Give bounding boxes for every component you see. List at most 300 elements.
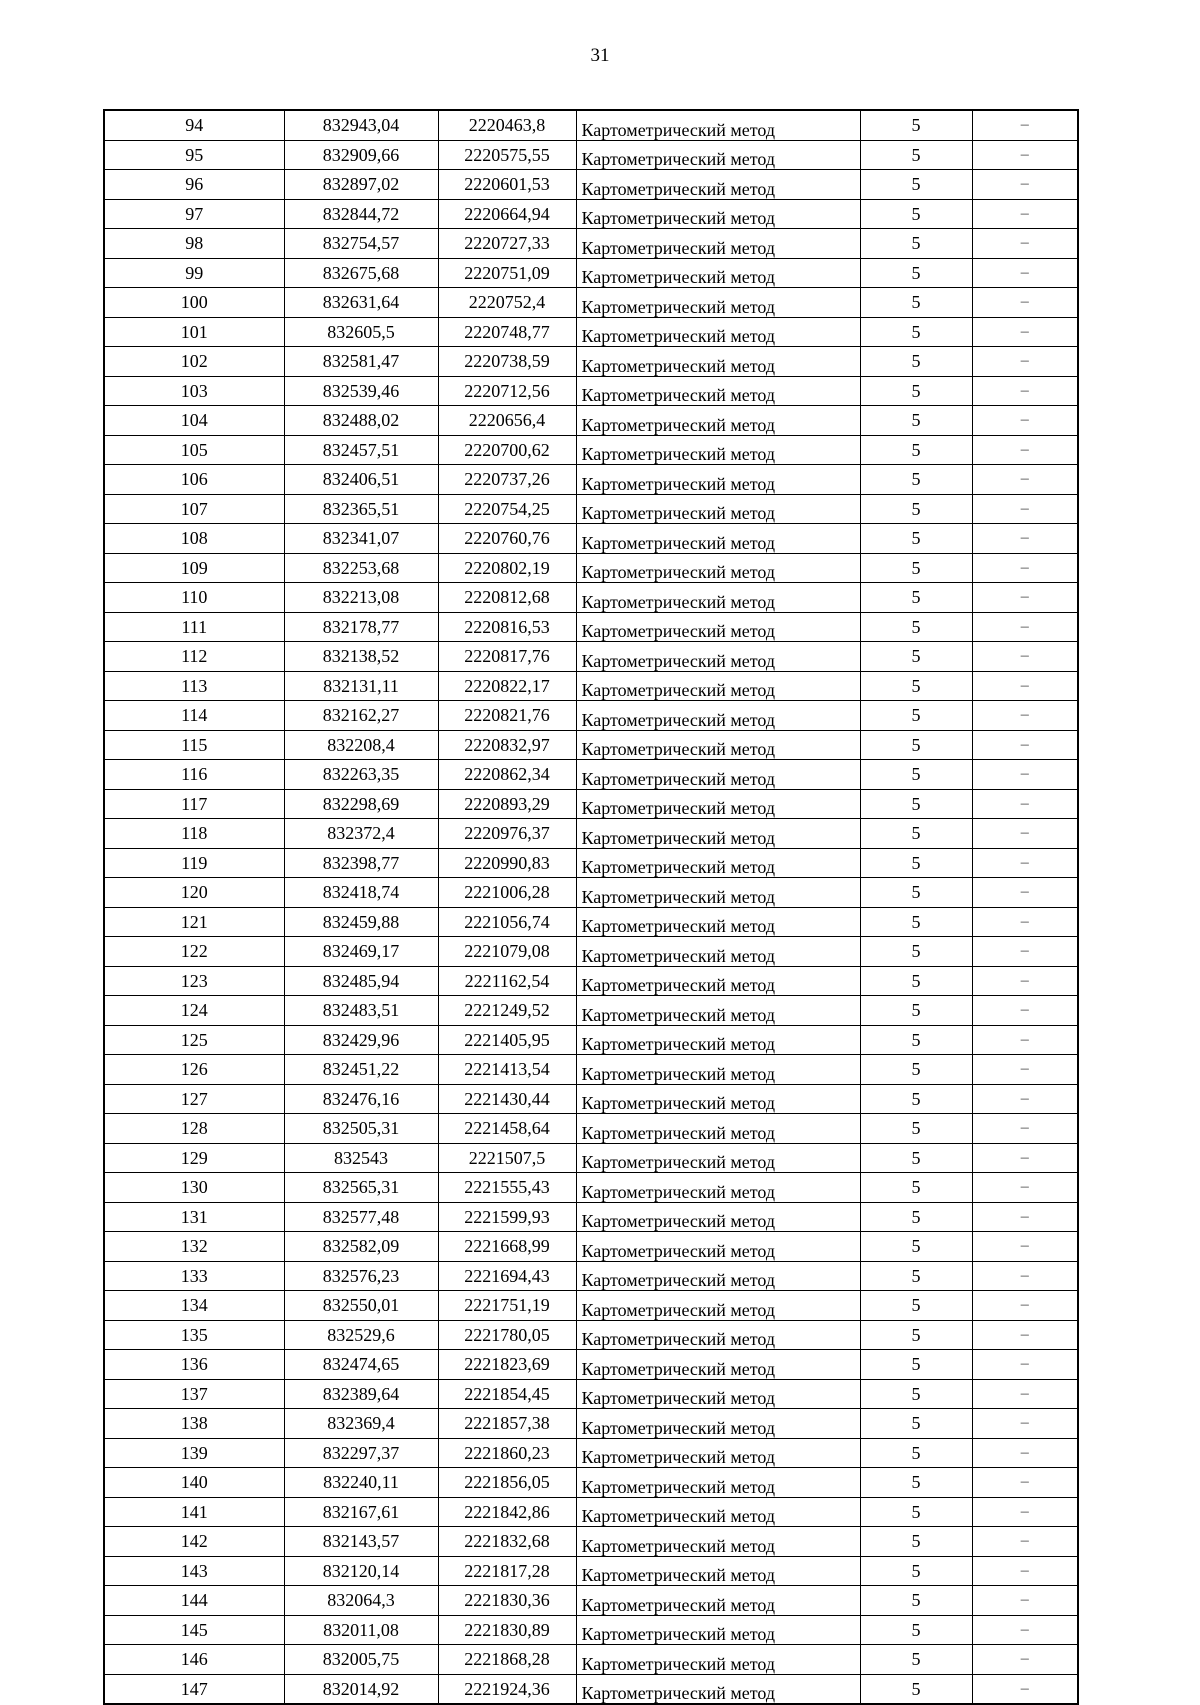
- method-cell: Картометрический метод: [576, 1615, 860, 1645]
- x-coordinate-cell: 832167,61: [284, 1497, 438, 1527]
- point-number-cell: 141: [104, 1497, 284, 1527]
- point-number-cell: 95: [104, 140, 284, 170]
- accuracy-cell: 5: [860, 1291, 972, 1321]
- note-cell: –: [972, 524, 1078, 554]
- point-number-cell: 126: [104, 1055, 284, 1085]
- accuracy-cell: 5: [860, 907, 972, 937]
- x-coordinate-cell: 832014,92: [284, 1674, 438, 1704]
- accuracy-cell: 5: [860, 1084, 972, 1114]
- x-coordinate-cell: 832483,51: [284, 996, 438, 1026]
- y-coordinate-cell: 2221854,45: [438, 1379, 576, 1409]
- note-cell: –: [972, 1438, 1078, 1468]
- table-row: [104, 406, 1078, 436]
- table-row: [104, 1084, 1078, 1114]
- note-cell: –: [972, 288, 1078, 318]
- table-row: [104, 1320, 1078, 1350]
- table-row: [104, 1202, 1078, 1232]
- method-cell: Картометрический метод: [576, 1556, 860, 1586]
- method-cell: Картометрический метод: [576, 553, 860, 583]
- accuracy-cell: 5: [860, 1143, 972, 1173]
- x-coordinate-cell: 832120,14: [284, 1556, 438, 1586]
- accuracy-cell: 5: [860, 1586, 972, 1616]
- point-number-cell: 139: [104, 1438, 284, 1468]
- method-cell: Картометрический метод: [576, 1291, 860, 1321]
- accuracy-cell: 5: [860, 465, 972, 495]
- accuracy-cell: 5: [860, 170, 972, 200]
- method-cell: Картометрический метод: [576, 612, 860, 642]
- x-coordinate-cell: 832543: [284, 1143, 438, 1173]
- accuracy-cell: 5: [860, 258, 972, 288]
- note-cell: –: [972, 494, 1078, 524]
- method-cell: Картометрический метод: [576, 701, 860, 731]
- table-row: [104, 789, 1078, 819]
- accuracy-cell: 5: [860, 1173, 972, 1203]
- point-number-cell: 123: [104, 966, 284, 996]
- table-row: [104, 612, 1078, 642]
- note-cell: –: [972, 583, 1078, 613]
- method-cell: Картометрический метод: [576, 1261, 860, 1291]
- x-coordinate-cell: 832539,46: [284, 376, 438, 406]
- table-row: [104, 760, 1078, 790]
- accuracy-cell: 5: [860, 1497, 972, 1527]
- note-cell: –: [972, 170, 1078, 200]
- x-coordinate-cell: 832298,69: [284, 789, 438, 819]
- table-row: [104, 1055, 1078, 1085]
- note-cell: –: [972, 642, 1078, 672]
- table-row: [104, 258, 1078, 288]
- accuracy-cell: 5: [860, 140, 972, 170]
- x-coordinate-cell: 832576,23: [284, 1261, 438, 1291]
- point-number-cell: 143: [104, 1556, 284, 1586]
- y-coordinate-cell: 2220862,34: [438, 760, 576, 790]
- y-coordinate-cell: 2220821,76: [438, 701, 576, 731]
- x-coordinate-cell: 832485,94: [284, 966, 438, 996]
- method-cell: Картометрический метод: [576, 642, 860, 672]
- x-coordinate-cell: 832138,52: [284, 642, 438, 672]
- x-coordinate-cell: 832005,75: [284, 1645, 438, 1675]
- table-row: [104, 1409, 1078, 1439]
- x-coordinate-cell: 832488,02: [284, 406, 438, 436]
- table-row: [104, 524, 1078, 554]
- method-cell: Картометрический метод: [576, 1586, 860, 1616]
- table-row: [104, 1379, 1078, 1409]
- method-cell: Картометрический метод: [576, 288, 860, 318]
- point-number-cell: 127: [104, 1084, 284, 1114]
- point-number-cell: 135: [104, 1320, 284, 1350]
- y-coordinate-cell: 2221830,36: [438, 1586, 576, 1616]
- note-cell: –: [972, 1409, 1078, 1439]
- method-cell: Картометрический метод: [576, 1202, 860, 1232]
- x-coordinate-cell: 832943,04: [284, 110, 438, 140]
- accuracy-cell: 5: [860, 376, 972, 406]
- method-cell: Картометрический метод: [576, 494, 860, 524]
- table-row: [104, 1261, 1078, 1291]
- note-cell: –: [972, 612, 1078, 642]
- y-coordinate-cell: 2221694,43: [438, 1261, 576, 1291]
- y-coordinate-cell: 2220816,53: [438, 612, 576, 642]
- y-coordinate-cell: 2221599,93: [438, 1202, 576, 1232]
- table-row: [104, 553, 1078, 583]
- method-cell: Картометрический метод: [576, 878, 860, 908]
- point-number-cell: 115: [104, 730, 284, 760]
- note-cell: –: [972, 317, 1078, 347]
- x-coordinate-cell: 832162,27: [284, 701, 438, 731]
- point-number-cell: 136: [104, 1350, 284, 1380]
- point-number-cell: 103: [104, 376, 284, 406]
- accuracy-cell: 5: [860, 671, 972, 701]
- method-cell: Картометрический метод: [576, 1084, 860, 1114]
- x-coordinate-cell: 832582,09: [284, 1232, 438, 1262]
- table-row: [104, 1438, 1078, 1468]
- note-cell: –: [972, 1084, 1078, 1114]
- note-cell: –: [972, 701, 1078, 731]
- point-number-cell: 104: [104, 406, 284, 436]
- point-number-cell: 132: [104, 1232, 284, 1262]
- method-cell: Картометрический метод: [576, 1055, 860, 1085]
- accuracy-cell: 5: [860, 1527, 972, 1557]
- accuracy-cell: 5: [860, 701, 972, 731]
- point-number-cell: 110: [104, 583, 284, 613]
- method-cell: Картометрический метод: [576, 229, 860, 259]
- x-coordinate-cell: 832459,88: [284, 907, 438, 937]
- note-cell: –: [972, 110, 1078, 140]
- method-cell: Картометрический метод: [576, 1379, 860, 1409]
- y-coordinate-cell: 2220601,53: [438, 170, 576, 200]
- table-row: [104, 878, 1078, 908]
- point-number-cell: 114: [104, 701, 284, 731]
- y-coordinate-cell: 2221430,44: [438, 1084, 576, 1114]
- note-cell: –: [972, 966, 1078, 996]
- x-coordinate-cell: 832297,37: [284, 1438, 438, 1468]
- accuracy-cell: 5: [860, 878, 972, 908]
- x-coordinate-cell: 832131,11: [284, 671, 438, 701]
- x-coordinate-cell: 832476,16: [284, 1084, 438, 1114]
- method-cell: Картометрический метод: [576, 1438, 860, 1468]
- accuracy-cell: 5: [860, 288, 972, 318]
- method-cell: Картометрический метод: [576, 435, 860, 465]
- x-coordinate-cell: 832605,5: [284, 317, 438, 347]
- point-number-cell: 145: [104, 1615, 284, 1645]
- point-number-cell: 97: [104, 199, 284, 229]
- x-coordinate-cell: 832398,77: [284, 848, 438, 878]
- method-cell: Картометрический метод: [576, 730, 860, 760]
- accuracy-cell: 5: [860, 1320, 972, 1350]
- table-row: [104, 110, 1078, 140]
- point-number-cell: 106: [104, 465, 284, 495]
- y-coordinate-cell: 2220990,83: [438, 848, 576, 878]
- accuracy-cell: 5: [860, 1202, 972, 1232]
- note-cell: –: [972, 258, 1078, 288]
- method-cell: Картометрический метод: [576, 1527, 860, 1557]
- point-number-cell: 94: [104, 110, 284, 140]
- method-cell: Картометрический метод: [576, 1497, 860, 1527]
- point-number-cell: 125: [104, 1025, 284, 1055]
- table-row: [104, 435, 1078, 465]
- note-cell: –: [972, 406, 1078, 436]
- x-coordinate-cell: 832240,11: [284, 1468, 438, 1498]
- accuracy-cell: 5: [860, 229, 972, 259]
- point-number-cell: 124: [104, 996, 284, 1026]
- accuracy-cell: 5: [860, 553, 972, 583]
- note-cell: –: [972, 1261, 1078, 1291]
- accuracy-cell: 5: [860, 1025, 972, 1055]
- accuracy-cell: 5: [860, 1468, 972, 1498]
- table-row: [104, 1143, 1078, 1173]
- method-cell: Картометрический метод: [576, 760, 860, 790]
- method-cell: Картометрический метод: [576, 317, 860, 347]
- x-coordinate-cell: 832550,01: [284, 1291, 438, 1321]
- note-cell: –: [972, 140, 1078, 170]
- point-number-cell: 130: [104, 1173, 284, 1203]
- x-coordinate-cell: 832529,6: [284, 1320, 438, 1350]
- table-row: [104, 819, 1078, 849]
- y-coordinate-cell: 2221924,36: [438, 1674, 576, 1704]
- point-number-cell: 113: [104, 671, 284, 701]
- accuracy-cell: 5: [860, 347, 972, 377]
- coordinates-table-body: [104, 110, 1078, 1704]
- accuracy-cell: 5: [860, 996, 972, 1026]
- method-cell: Картометрический метод: [576, 110, 860, 140]
- point-number-cell: 98: [104, 229, 284, 259]
- accuracy-cell: 5: [860, 819, 972, 849]
- note-cell: –: [972, 1055, 1078, 1085]
- table-row: [104, 317, 1078, 347]
- accuracy-cell: 5: [860, 1615, 972, 1645]
- x-coordinate-cell: 832208,4: [284, 730, 438, 760]
- x-coordinate-cell: 832341,07: [284, 524, 438, 554]
- note-cell: –: [972, 1232, 1078, 1262]
- method-cell: Картометрический метод: [576, 1173, 860, 1203]
- note-cell: –: [972, 1586, 1078, 1616]
- accuracy-cell: 5: [860, 730, 972, 760]
- x-coordinate-cell: 832429,96: [284, 1025, 438, 1055]
- note-cell: –: [972, 1114, 1078, 1144]
- y-coordinate-cell: 2220575,55: [438, 140, 576, 170]
- note-cell: –: [972, 1173, 1078, 1203]
- table-row: [104, 1468, 1078, 1498]
- method-cell: Картометрический метод: [576, 406, 860, 436]
- coordinates-table: [103, 109, 1079, 1705]
- point-number-cell: 105: [104, 435, 284, 465]
- y-coordinate-cell: 2220817,76: [438, 642, 576, 672]
- y-coordinate-cell: 2221860,23: [438, 1438, 576, 1468]
- method-cell: Картометрический метод: [576, 907, 860, 937]
- accuracy-cell: 5: [860, 760, 972, 790]
- note-cell: –: [972, 553, 1078, 583]
- note-cell: –: [972, 1556, 1078, 1586]
- point-number-cell: 133: [104, 1261, 284, 1291]
- accuracy-cell: 5: [860, 1350, 972, 1380]
- accuracy-cell: 5: [860, 1261, 972, 1291]
- table-row: [104, 140, 1078, 170]
- point-number-cell: 102: [104, 347, 284, 377]
- table-row: [104, 848, 1078, 878]
- point-number-cell: 118: [104, 819, 284, 849]
- y-coordinate-cell: 2220748,77: [438, 317, 576, 347]
- accuracy-cell: 5: [860, 494, 972, 524]
- point-number-cell: 116: [104, 760, 284, 790]
- y-coordinate-cell: 2221832,68: [438, 1527, 576, 1557]
- point-number-cell: 117: [104, 789, 284, 819]
- note-cell: –: [972, 848, 1078, 878]
- y-coordinate-cell: 2220752,4: [438, 288, 576, 318]
- accuracy-cell: 5: [860, 435, 972, 465]
- table-row: [104, 1674, 1078, 1704]
- method-cell: Картометрический метод: [576, 1114, 860, 1144]
- note-cell: –: [972, 878, 1078, 908]
- point-number-cell: 100: [104, 288, 284, 318]
- accuracy-cell: 5: [860, 1409, 972, 1439]
- accuracy-cell: 5: [860, 110, 972, 140]
- note-cell: –: [972, 199, 1078, 229]
- table-row: [104, 1114, 1078, 1144]
- x-coordinate-cell: 832418,74: [284, 878, 438, 908]
- note-cell: –: [972, 937, 1078, 967]
- table-row: [104, 730, 1078, 760]
- y-coordinate-cell: 2220656,4: [438, 406, 576, 436]
- method-cell: Картометрический метод: [576, 376, 860, 406]
- point-number-cell: 107: [104, 494, 284, 524]
- note-cell: –: [972, 1468, 1078, 1498]
- point-number-cell: 129: [104, 1143, 284, 1173]
- method-cell: Картометрический метод: [576, 1645, 860, 1675]
- table-row: [104, 1232, 1078, 1262]
- x-coordinate-cell: 832064,3: [284, 1586, 438, 1616]
- y-coordinate-cell: 2221162,54: [438, 966, 576, 996]
- y-coordinate-cell: 2221842,86: [438, 1497, 576, 1527]
- x-coordinate-cell: 832754,57: [284, 229, 438, 259]
- method-cell: Картометрический метод: [576, 937, 860, 967]
- accuracy-cell: 5: [860, 1114, 972, 1144]
- accuracy-cell: 5: [860, 1556, 972, 1586]
- x-coordinate-cell: 832469,17: [284, 937, 438, 967]
- y-coordinate-cell: 2220700,62: [438, 435, 576, 465]
- x-coordinate-cell: 832369,4: [284, 1409, 438, 1439]
- method-cell: Картометрический метод: [576, 848, 860, 878]
- point-number-cell: 128: [104, 1114, 284, 1144]
- note-cell: –: [972, 435, 1078, 465]
- point-number-cell: 121: [104, 907, 284, 937]
- y-coordinate-cell: 2221079,08: [438, 937, 576, 967]
- note-cell: –: [972, 1497, 1078, 1527]
- note-cell: –: [972, 907, 1078, 937]
- x-coordinate-cell: 832577,48: [284, 1202, 438, 1232]
- method-cell: Картометрический метод: [576, 1350, 860, 1380]
- y-coordinate-cell: 2221413,54: [438, 1055, 576, 1085]
- table-row: [104, 347, 1078, 377]
- note-cell: –: [972, 1320, 1078, 1350]
- method-cell: Картометрический метод: [576, 1143, 860, 1173]
- method-cell: Картометрический метод: [576, 996, 860, 1026]
- point-number-cell: 96: [104, 170, 284, 200]
- method-cell: Картометрический метод: [576, 465, 860, 495]
- y-coordinate-cell: 2220832,97: [438, 730, 576, 760]
- method-cell: Картометрический метод: [576, 1409, 860, 1439]
- x-coordinate-cell: 832372,4: [284, 819, 438, 849]
- table-row: [104, 1645, 1078, 1675]
- y-coordinate-cell: 2221856,05: [438, 1468, 576, 1498]
- y-coordinate-cell: 2220812,68: [438, 583, 576, 613]
- x-coordinate-cell: 832178,77: [284, 612, 438, 642]
- accuracy-cell: 5: [860, 612, 972, 642]
- table-row: [104, 966, 1078, 996]
- method-cell: Картометрический метод: [576, 170, 860, 200]
- table-row: [104, 996, 1078, 1026]
- y-coordinate-cell: 2221751,19: [438, 1291, 576, 1321]
- method-cell: Картометрический метод: [576, 819, 860, 849]
- point-number-cell: 119: [104, 848, 284, 878]
- x-coordinate-cell: 832844,72: [284, 199, 438, 229]
- table-row: [104, 583, 1078, 613]
- note-cell: –: [972, 229, 1078, 259]
- table-row: [104, 937, 1078, 967]
- x-coordinate-cell: 832143,57: [284, 1527, 438, 1557]
- note-cell: –: [972, 347, 1078, 377]
- y-coordinate-cell: 2220712,56: [438, 376, 576, 406]
- note-cell: –: [972, 465, 1078, 495]
- method-cell: Картометрический метод: [576, 524, 860, 554]
- x-coordinate-cell: 832457,51: [284, 435, 438, 465]
- point-number-cell: 122: [104, 937, 284, 967]
- method-cell: Картометрический метод: [576, 1674, 860, 1704]
- accuracy-cell: 5: [860, 848, 972, 878]
- point-number-cell: 101: [104, 317, 284, 347]
- point-number-cell: 109: [104, 553, 284, 583]
- point-number-cell: 108: [104, 524, 284, 554]
- note-cell: –: [972, 1202, 1078, 1232]
- table-row: [104, 170, 1078, 200]
- y-coordinate-cell: 2221780,05: [438, 1320, 576, 1350]
- method-cell: Картометрический метод: [576, 1232, 860, 1262]
- note-cell: –: [972, 1674, 1078, 1704]
- accuracy-cell: 5: [860, 199, 972, 229]
- x-coordinate-cell: 832474,65: [284, 1350, 438, 1380]
- note-cell: –: [972, 1645, 1078, 1675]
- page-number: 31: [590, 45, 610, 66]
- point-number-cell: 111: [104, 612, 284, 642]
- x-coordinate-cell: 832675,68: [284, 258, 438, 288]
- note-cell: –: [972, 1527, 1078, 1557]
- x-coordinate-cell: 832213,08: [284, 583, 438, 613]
- x-coordinate-cell: 832011,08: [284, 1615, 438, 1645]
- x-coordinate-cell: 832505,31: [284, 1114, 438, 1144]
- accuracy-cell: 5: [860, 1645, 972, 1675]
- accuracy-cell: 5: [860, 1232, 972, 1262]
- point-number-cell: 99: [104, 258, 284, 288]
- table-row: [104, 1527, 1078, 1557]
- accuracy-cell: 5: [860, 583, 972, 613]
- table-row: [104, 701, 1078, 731]
- method-cell: Картометрический метод: [576, 583, 860, 613]
- y-coordinate-cell: 2221056,74: [438, 907, 576, 937]
- table-row: [104, 199, 1078, 229]
- method-cell: Картометрический метод: [576, 789, 860, 819]
- y-coordinate-cell: 2220738,59: [438, 347, 576, 377]
- accuracy-cell: 5: [860, 1379, 972, 1409]
- x-coordinate-cell: 832565,31: [284, 1173, 438, 1203]
- method-cell: Картометрический метод: [576, 199, 860, 229]
- y-coordinate-cell: 2220802,19: [438, 553, 576, 583]
- y-coordinate-cell: 2221868,28: [438, 1645, 576, 1675]
- method-cell: Картометрический метод: [576, 671, 860, 701]
- y-coordinate-cell: 2221555,43: [438, 1173, 576, 1203]
- point-number-cell: 142: [104, 1527, 284, 1557]
- point-number-cell: 134: [104, 1291, 284, 1321]
- accuracy-cell: 5: [860, 317, 972, 347]
- table-row: [104, 1497, 1078, 1527]
- method-cell: Картометрический метод: [576, 1320, 860, 1350]
- point-number-cell: 120: [104, 878, 284, 908]
